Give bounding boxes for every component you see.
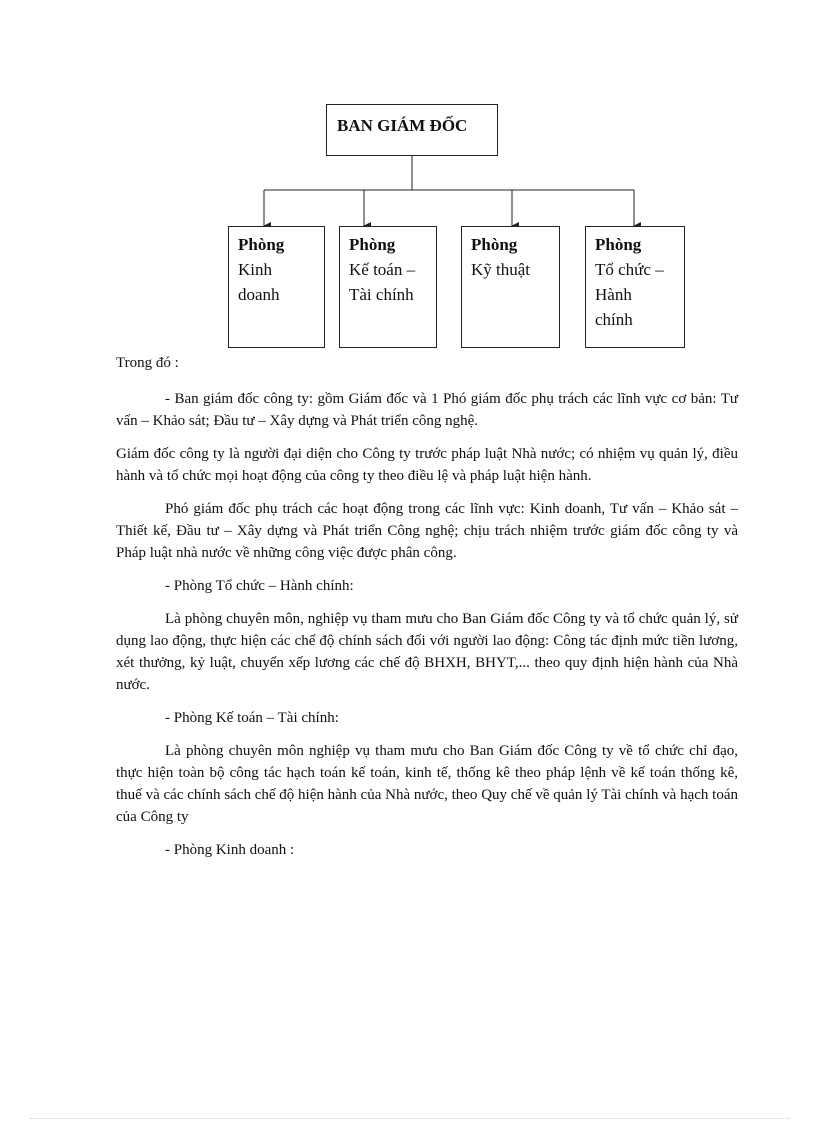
dept-box-to-chuc <box>585 226 685 348</box>
caption: Trong đó : <box>116 355 179 371</box>
paragraph: Phó giám đốc phụ trách các hoạt động trong các lĩnh vực: Kinh doanh, Tư vấn – Khảo sát – Thiết kế, Đầu tư – Xây dựng và Phát triển Công nghệ; chịu trách nhiệm trước giám đốc công ty và Pháp luật nhà nước về những công việc được phân công. <box>116 501 738 561</box>
board-of-directors-label: BAN GIÁM ĐỐC <box>337 116 468 135</box>
paragraph: Là phòng chuyên môn, nghiệp vụ tham mưu cho Ban Giám đốc Công ty và tổ chức quản lý, sử dụng lao động, thực hiện các chế độ chính sách đối với người lao động: Công tác định mức tiền lương, xét thưởng, kỷ luật, chuyển xếp lương các chế độ BHXH, BHYT,... theo quy định hiện hành của Nhà nước. <box>116 611 738 693</box>
dept-title: Phòng <box>595 235 642 254</box>
paragraph: - Ban giám đốc công ty: gồm Giám đốc và 1 Phó giám đốc phụ trách các lĩnh vực cơ bản: Tư vấn – Khảo sát; Đầu tư – Xây dựng và Phát triển công nghệ. <box>116 391 738 429</box>
dept-name: Kỹ thuật <box>471 260 531 279</box>
org-chart <box>0 0 816 360</box>
dept-box-kinh-doanh <box>228 226 325 348</box>
dept-name: Kế toán – Tài chính <box>349 260 416 304</box>
dept-title: Phòng <box>349 235 396 254</box>
board-of-directors-box <box>326 104 498 156</box>
dept-title: Phòng <box>471 235 518 254</box>
dept-box-ke-toan <box>339 226 437 348</box>
dept-name: Tổ chức – Hành chính <box>595 260 664 329</box>
dept-title: Phòng <box>238 235 285 254</box>
section-heading: - Phòng Kinh doanh : <box>165 842 295 858</box>
section-heading: - Phòng Kế toán – Tài chính: <box>165 710 339 726</box>
page-bottom-divider <box>30 1118 790 1119</box>
paragraph: Là phòng chuyên môn nghiệp vụ tham mưu cho Ban Giám đốc Công ty về tổ chức chỉ đạo, thực hiện toàn bộ công tác hạch toán kế toán, kinh tế, thống kê theo pháp lệnh về kế toán thống kê, thuế và các chính sách chế độ hiện hành của Nhà nước, theo Quy chế về quản lý Tài chính và hạch toán của Công ty <box>116 743 738 825</box>
dept-name: Kinh doanh <box>238 260 280 304</box>
paragraph: Giám đốc công ty là người đại diện cho Công ty trước pháp luật Nhà nước; có nhiệm vụ quản lý, điều hành và tổ chức mọi hoạt động của công ty theo điều lệ và pháp luật hiện hành. <box>116 446 738 484</box>
document-body <box>116 352 738 861</box>
section-heading: - Phòng Tổ chức – Hành chính: <box>165 578 354 594</box>
dept-box-ky-thuat <box>461 226 560 348</box>
